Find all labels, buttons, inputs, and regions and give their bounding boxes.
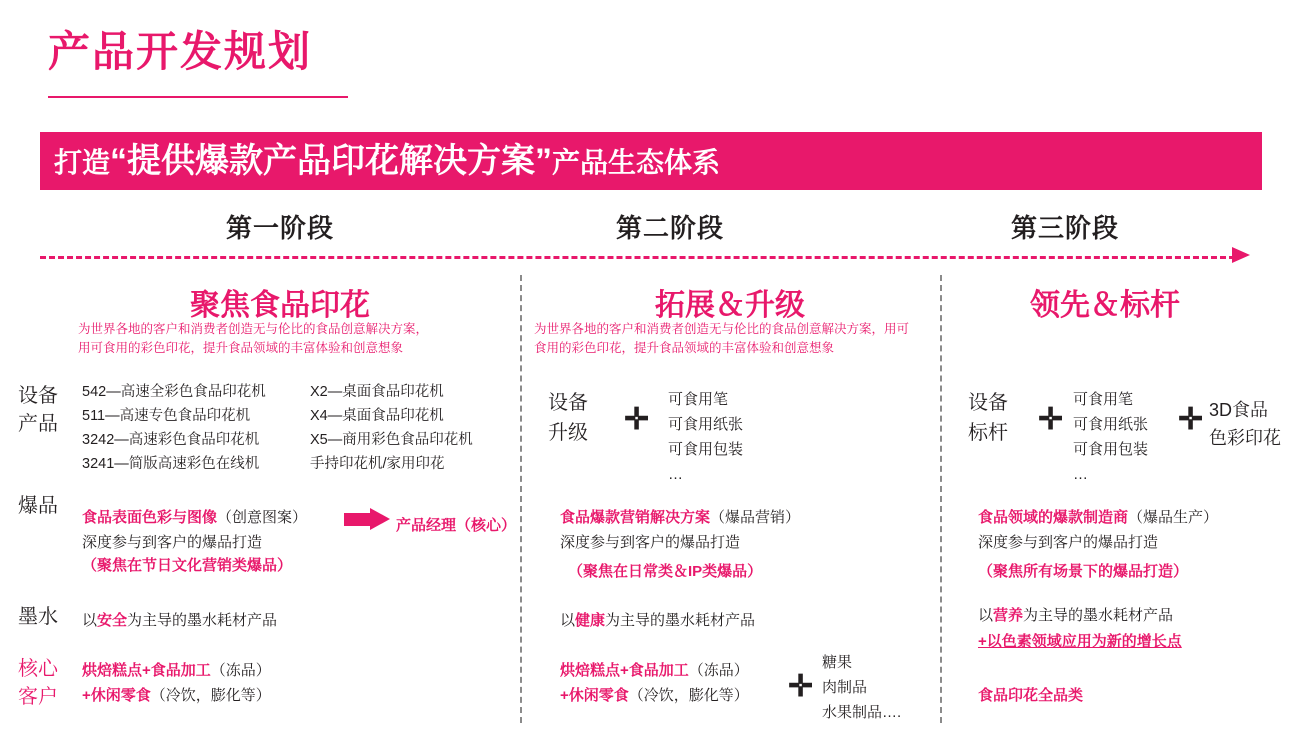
column1-hit-line3: （聚焦在节日文化营销类爆品） [82,557,293,574]
column1-ink-key: 安全 [97,612,128,629]
banner-quote: “提供爆款产品印花解决方案” [110,142,553,180]
list-item: 可食用包装 [668,441,744,458]
headline-banner-text [40,144,720,178]
column1-hit-line1-rest: （创意图案） [217,509,308,526]
stage-heading-1: 第一阶段 [225,213,334,243]
column2-hit-line1-key: 食品爆款营销解决方案 [560,509,711,526]
column3-ink-line2-text: +以色素领域应用为新的增长点 [978,633,1182,650]
column2-customer-line2-rest: （冷饮，膨化等） [628,687,749,704]
column1-customer-line2-rest: （冷饮，膨化等） [150,687,271,704]
column3-title: 领先＆标杆 [1030,289,1180,322]
list-item: 可食用纸张 [668,416,744,433]
column3-ink-suffix: 为主导的墨水耗材产品 [1023,607,1174,624]
column1-equipment-right-list [310,380,473,476]
title-underline [48,96,348,98]
page-title: 产品开发规划 [48,28,313,75]
column3-customer-line1: 食品印花全品类 [978,687,1084,704]
right-arrow-icon [344,508,390,530]
row-label-equipment-line1: 设备 [18,385,58,407]
list-item: 水果制品…. [822,704,902,721]
column3-equipment-plus-icon-2: ✛ [1178,403,1204,436]
column1-ink-line [82,608,277,633]
column2-hit-line3: （聚焦在日常类＆IP类爆品） [568,563,763,580]
column3-equipment-label [968,388,1008,448]
column3-equipment-tail-line2: 色彩印花 [1209,428,1281,448]
column3-ink-key: 营养 [993,607,1024,624]
column1-equipment-left-list [82,380,266,476]
list-item: X4—桌面食品印花机 [310,408,444,424]
column3-ink-prefix: 以 [978,607,994,624]
list-item: … [668,466,683,483]
list-item: … [1073,466,1088,483]
column-divider-1 [520,275,522,723]
column2-customer-items [822,650,901,725]
column2-customer-line1-key: 烘焙糕点+食品加工 [560,662,689,679]
column1-customer-block [82,658,271,708]
column2-ink-line [560,608,755,633]
column2-hit-line1-rest: （爆品营销） [710,509,801,526]
column3-hit-product-block [978,505,1218,555]
column1-customer-line2-key: +休闲零食 [82,687,151,704]
column1-description: 为世界各地的客户和消费者创造无与伦比的食品创意解决方案，用可食用的彩色印花，提升食品领域的丰富体验和创意想象 [78,322,429,355]
column3-hit-line3: （聚焦所有场景下的爆品打造） [978,563,1189,580]
column1-arrow-label: 产品经理（核心） [396,517,517,534]
column2-customer-block [560,658,749,708]
column3-hit-line1-rest: （爆品生产） [1128,509,1219,526]
arrow-shaft [344,513,372,526]
column1-ink-suffix: 为主导的墨水耗材产品 [127,612,278,629]
column2-ink-prefix: 以 [560,612,576,629]
list-item: 511—高速专色食品印花机 [82,408,251,424]
column1-customer-line1-rest: （冻品） [210,662,271,679]
column3-ink-line1 [978,603,1173,628]
column3-ink-line2 [978,629,1182,654]
column1-ink-prefix: 以 [82,612,98,629]
row-label-customer-line1: 核心 [18,658,58,680]
column2-customer-plus-icon: ✛ [788,670,814,703]
slide-title-block [40,22,350,98]
column3-equipment-label-line1: 设备 [968,392,1008,414]
column1-hit-line2: 深度参与到客户的爆品打造 [82,534,263,551]
column2-description: 为世界各地的客户和消费者创造无与伦比的食品创意解决方案，用可食用的彩色印花，提升食品领域的丰富体验和创意想象 [534,322,910,355]
stage-heading-3: 第三阶段 [1010,213,1119,243]
list-item: X5—商用彩色食品印花机 [310,432,473,448]
list-item: 542—高速全彩色食品印花机 [82,384,266,400]
column1-customer-line1 [82,658,271,683]
column1-title: 聚焦食品印花 [190,289,370,322]
column2-hit-line1 [560,505,800,530]
column2-customer-line2-key: +休闲零食 [560,687,629,704]
timeline-arrow-line [40,256,1235,259]
column3-equipment-plus-icon-1: ✛ [1038,403,1064,436]
banner-prefix: 打造 [54,147,111,178]
column1-customer-line2 [82,683,271,708]
column1-customer-line1-key: 烘焙糕点+食品加工 [82,662,211,679]
list-item: X2—桌面食品印花机 [310,384,444,400]
row-label-hit: 爆品 [18,495,58,517]
column-divider-2 [940,275,942,723]
list-item: 可食用纸张 [1073,416,1149,433]
column2-ink-key: 健康 [575,612,606,629]
headline-banner [40,132,1262,190]
column2-title: 拓展＆升级 [655,289,805,322]
column3-equipment-tail-line1: 3D食品 [1209,400,1269,420]
column2-equipment-label-line1: 设备 [548,392,588,414]
list-item: 可食用笔 [668,391,729,408]
timeline-arrow-head-icon [1232,247,1250,263]
column1-hit-line1 [82,505,342,530]
column2-hit-line2: 深度参与到客户的爆品打造 [560,534,741,551]
column3-hit-line1-key: 食品领域的爆款制造商 [978,509,1129,526]
column2-equipment-label-line2: 升级 [548,422,588,444]
banner-suffix: 产品生态体系 [552,147,721,178]
column2-customer-line2 [560,683,749,708]
row-label-equipment-line2: 产品 [18,413,58,435]
stage-heading-2: 第二阶段 [615,213,724,243]
column2-equipment-plus-icon: ✛ [624,403,650,436]
column2-hit-product-block [560,505,800,555]
list-item: 可食用笔 [1073,391,1134,408]
row-label-customer [18,655,58,711]
row-label-ink: 墨水 [18,606,58,628]
list-item: 手持印花机/家用印花 [310,456,445,472]
column2-equipment-label [548,388,588,448]
column2-customer-line1-rest: （冻品） [688,662,749,679]
column3-equipment-items [1073,387,1148,487]
list-item: 糖果 [822,654,853,671]
row-label-customer-line2: 客户 [18,686,58,708]
list-item: 3241—简版高速彩色在线机 [82,456,260,472]
list-item: 3242—高速彩色食品印花机 [82,432,260,448]
column2-customer-line1 [560,658,749,683]
arrow-head [370,508,390,530]
column2-ink-suffix: 为主导的墨水耗材产品 [605,612,756,629]
column3-equipment-label-line2: 标杆 [968,422,1008,444]
column2-equipment-items [668,387,743,487]
column1-hit-line1-key: 食品表面色彩与图像 [82,509,218,526]
column3-equipment-tail [1209,396,1281,452]
list-item: 肉制品 [822,679,868,696]
list-item: 可食用包装 [1073,441,1149,458]
column1-hit-product-block [82,505,342,555]
column3-hit-line1 [978,505,1218,530]
column3-hit-line2: 深度参与到客户的爆品打造 [978,534,1159,551]
row-label-equipment [18,382,58,438]
